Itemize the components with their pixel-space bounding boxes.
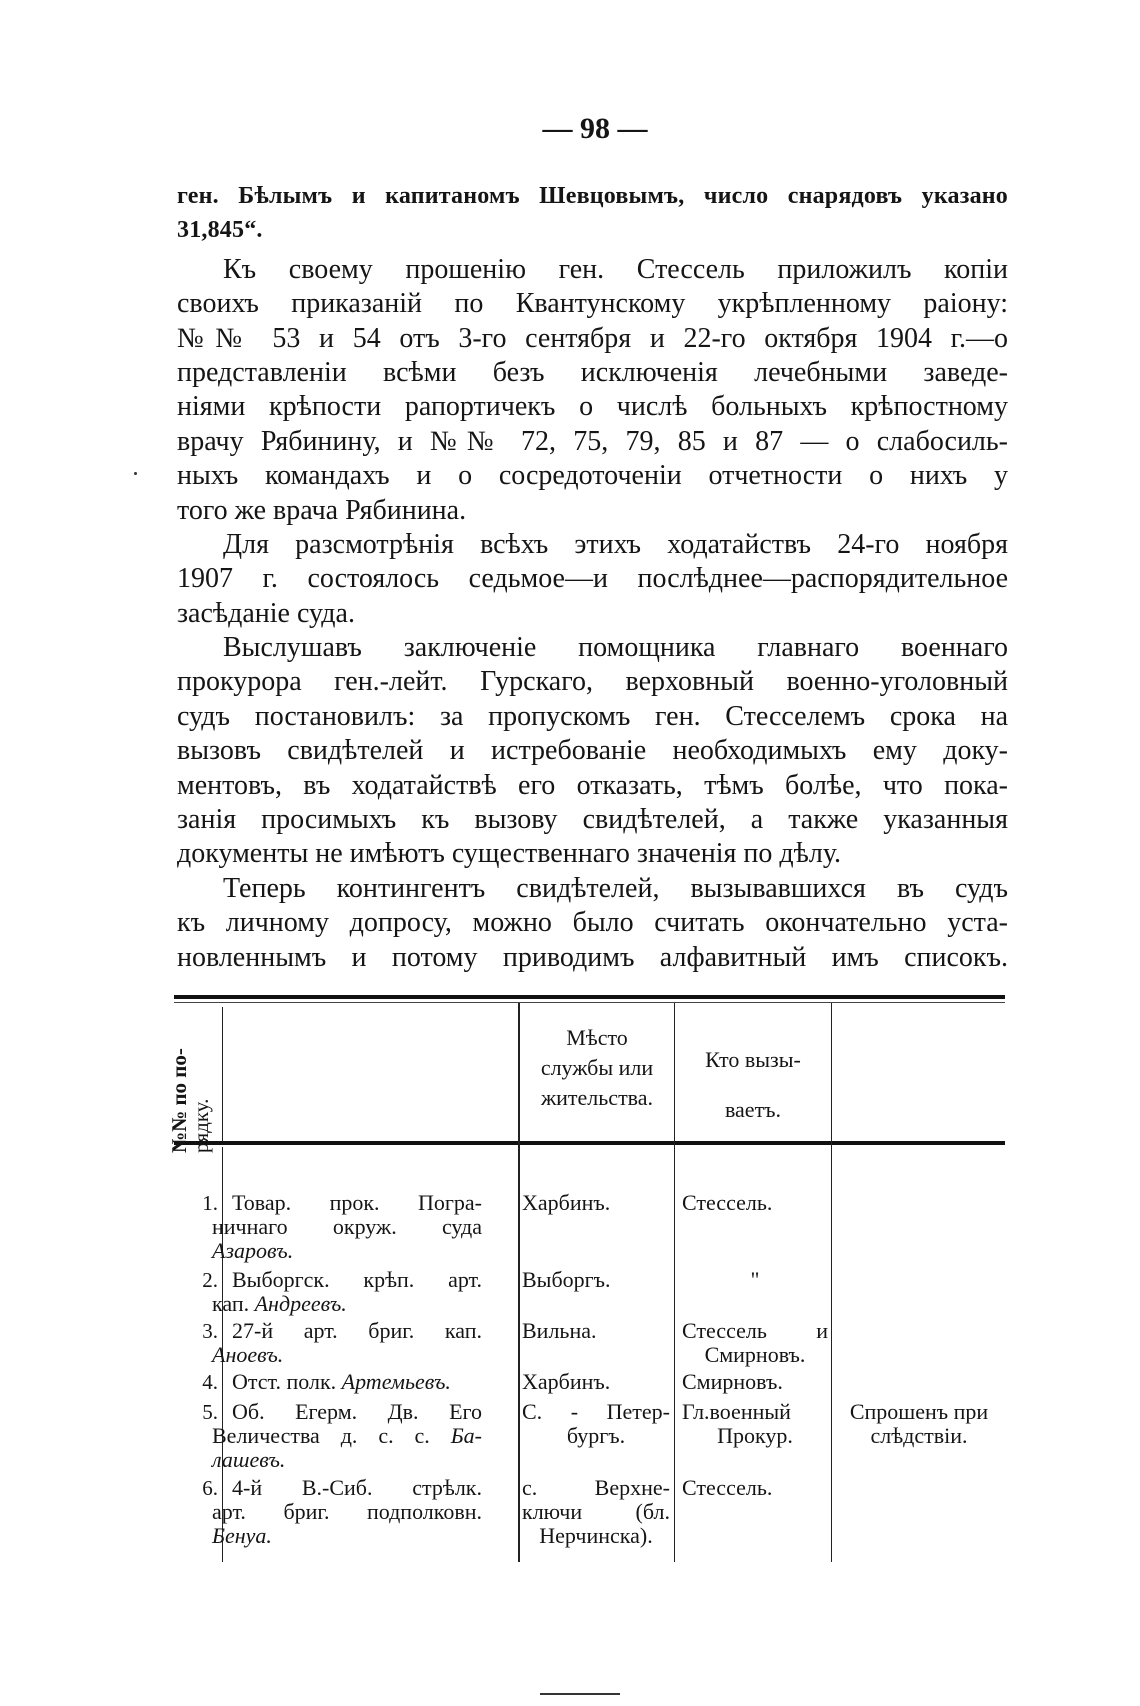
place-cell (522, 1370, 670, 1394)
cell-line: Стессель. (682, 1190, 773, 1215)
cell-line: Спрошенъ при (849, 1399, 989, 1424)
cell-line: С. - Петер- (522, 1399, 670, 1424)
cell-line: Гл.военный (682, 1399, 791, 1424)
row-number: 3. (202, 1319, 218, 1343)
witness-surname: Ба- (450, 1423, 482, 1448)
paragraph (177, 528, 1008, 631)
summoned-by-cell (682, 1191, 828, 1215)
place-cell (522, 1191, 670, 1215)
cell-line: Харбинъ. (522, 1190, 611, 1215)
text-line: того же врача Рябинина. (177, 494, 467, 526)
text-line: документы не имѣютъ существеннаго значенія по дѣлу. (177, 838, 842, 870)
text-line: къ личному допросу, можно было считать окончательно уста- (177, 907, 1008, 939)
witness-name-cell (212, 1268, 482, 1316)
cell-line: Смирновъ. (704, 1342, 806, 1367)
cell-line (212, 1319, 482, 1343)
header-line: службы или (540, 1055, 654, 1080)
table-top-rule (174, 995, 1005, 999)
cell-line (212, 1268, 482, 1292)
cell-line: слѣдствіи. (870, 1423, 968, 1448)
summoned-by-cell (682, 1319, 828, 1367)
header-line: Кто вызы- (705, 1047, 801, 1072)
row-number: 4. (202, 1370, 218, 1394)
cell-line: бургъ. (566, 1423, 626, 1448)
witness-name-cell (212, 1400, 482, 1472)
cell-line: Стессель и (682, 1318, 828, 1343)
col-divider (222, 1007, 223, 1141)
header-place-col (520, 1023, 674, 1113)
text-line: Выслушавъ заключеніе помощника главнаго военнаго (223, 632, 1008, 664)
witness-description: арт. бриг. подполковн. (212, 1499, 482, 1524)
witness-surname: Артемьевъ. (341, 1369, 451, 1394)
cell-line: Нерчинска). (539, 1523, 653, 1548)
witness-description: Товар. прок. Погра- (232, 1190, 482, 1215)
text-line: ген. Бѣлымъ и капитаномъ Шевцовымъ, число снарядовъ указано (177, 183, 1008, 209)
cell-line: ключи (бл. (522, 1499, 670, 1524)
table-top-thin-rule (174, 1002, 1005, 1003)
text-line: Для разсмотрѣнія всѣхъ этихъ ходатайствъ 24-го ноября (223, 528, 1008, 560)
text-line: №№ 53 и 54 отъ 3-го сентября и 22-го октября 1904 г.—о (177, 322, 1008, 354)
witness-surname: Андреевъ. (254, 1291, 347, 1316)
header-number-col (168, 1033, 214, 1153)
cell-line: " (750, 1267, 760, 1292)
cell-line (212, 1448, 482, 1472)
witness-description: Об. Егерм. Дв. Его (232, 1399, 482, 1424)
row-number: 6. (202, 1476, 218, 1500)
text-line: занія просимыхъ къ вызову свидѣтелей, а также указанныя (177, 804, 1008, 836)
header-number-line: рядку. (189, 1098, 213, 1153)
place-cell (522, 1268, 670, 1292)
summoned-by-cell (682, 1476, 828, 1500)
witness-description: ничнаго окруж. суда (212, 1214, 482, 1239)
cell-line (212, 1215, 482, 1239)
text-line: представленіи всѣми безъ исключенія лечебными заведе- (177, 356, 1008, 388)
summoned-by-cell (682, 1400, 828, 1448)
paragraph (177, 253, 1008, 528)
text-line: вызовъ свидѣтелей и истребованіе необходимыхъ ему доку- (177, 735, 1008, 767)
cell-line (212, 1500, 482, 1524)
row-number: 2. (202, 1268, 218, 1292)
cell-line (212, 1476, 482, 1500)
paragraph (177, 179, 1008, 248)
cell-line (212, 1370, 482, 1394)
row-number: 5. (202, 1400, 218, 1424)
cell-line: с. Верхне- (522, 1475, 670, 1500)
cell-line (212, 1424, 482, 1448)
cell-line: Вильна. (522, 1318, 597, 1343)
row-number: 1. (202, 1191, 218, 1215)
place-cell (522, 1400, 670, 1448)
place-cell (522, 1476, 670, 1548)
text-line: Теперь контингентъ свидѣтелей, вызывавшихся въ судъ (223, 872, 1008, 904)
text-line: засѣданіе суда. (177, 597, 355, 629)
text-line: ніями крѣпости рапортичекъ о числѣ больныхъ крѣпостному (177, 391, 1008, 423)
paragraph (177, 872, 1008, 975)
witness-name-cell (212, 1191, 482, 1263)
text-line: прокурора ген.-лейт. Гурскаго, верховный военно-уголовный (177, 666, 1008, 698)
cell-line (212, 1191, 482, 1215)
witness-surname: Азаровъ. (212, 1238, 294, 1263)
scan-speck (134, 472, 137, 475)
witness-surname: лашевъ. (212, 1447, 286, 1472)
text-line: 31,845“. (177, 217, 263, 244)
witness-surname: Аноевъ. (212, 1342, 284, 1367)
cell-line: Выборгъ. (522, 1267, 611, 1292)
text-line: врачу Рябинину, и №№ 72, 75, 79, 85 и 87 — о слабосиль- (177, 425, 1008, 457)
witness-surname: Бенуа. (212, 1523, 272, 1548)
header-number-line: №№ по по- (167, 1048, 191, 1153)
text-line: своихъ приказаній по Квантунскому укрѣпленному раіону: (177, 288, 1008, 320)
header-who-col (676, 1035, 830, 1135)
witness-description: 27-й арт. бриг. кап. (232, 1318, 482, 1343)
header-line: жительства. (540, 1085, 654, 1110)
witness-table (167, 995, 1005, 1565)
cell-line (212, 1239, 482, 1263)
cell-line (212, 1524, 482, 1548)
witness-description: кап. (212, 1291, 255, 1316)
cell-line: Стессель. (682, 1475, 773, 1500)
col-divider (674, 1003, 675, 1562)
text-line: ментовъ, въ ходатайствѣ его отказать, тѣмъ болѣе, что пока- (177, 769, 1008, 801)
witness-description: Величества д. с. с. (212, 1423, 451, 1448)
header-line: ваетъ. (724, 1097, 782, 1122)
cell-line: Смирновъ. (682, 1369, 783, 1394)
col-divider (831, 1003, 832, 1562)
summoned-by-cell (682, 1370, 828, 1394)
witness-name-cell (212, 1370, 482, 1394)
text-line: новленнымъ и потому приводимъ алфавитный имъ списокъ. (177, 941, 1008, 973)
cell-line (212, 1400, 482, 1424)
witness-description: Отст. полк. (232, 1369, 342, 1394)
footer-rule (540, 1693, 620, 1695)
witness-name-cell (212, 1476, 482, 1548)
cell-line: Харбинъ. (522, 1369, 611, 1394)
note-cell (834, 1400, 1004, 1448)
header-bottom-rule (174, 1141, 1005, 1145)
summoned-by-cell (682, 1268, 828, 1292)
cell-line (212, 1292, 482, 1316)
text-line: Къ своему прошенію ген. Стессель приложилъ копіи (223, 253, 1008, 285)
cell-line (212, 1343, 482, 1367)
page-number: — 98 — (542, 112, 648, 145)
header-line: Мѣсто (566, 1025, 628, 1050)
paragraph (177, 631, 1008, 872)
body-text (177, 179, 1008, 975)
witness-description: 4-й В.-Сиб. стрѣлк. (232, 1475, 482, 1500)
cell-line: Прокур. (717, 1423, 793, 1448)
place-cell (522, 1319, 670, 1343)
text-line: судъ постановилъ: за пропускомъ ген. Стесселемъ срока на (177, 700, 1008, 732)
text-line: 1907 г. состоялось седьмое—и послѣднее—распорядительное (177, 563, 1008, 595)
witness-description: Выборгск. крѣп. арт. (232, 1267, 482, 1292)
witness-name-cell (212, 1319, 482, 1367)
text-line: ныхъ командахъ и о сосредоточеніи отчетности о нихъ у (177, 460, 1008, 492)
